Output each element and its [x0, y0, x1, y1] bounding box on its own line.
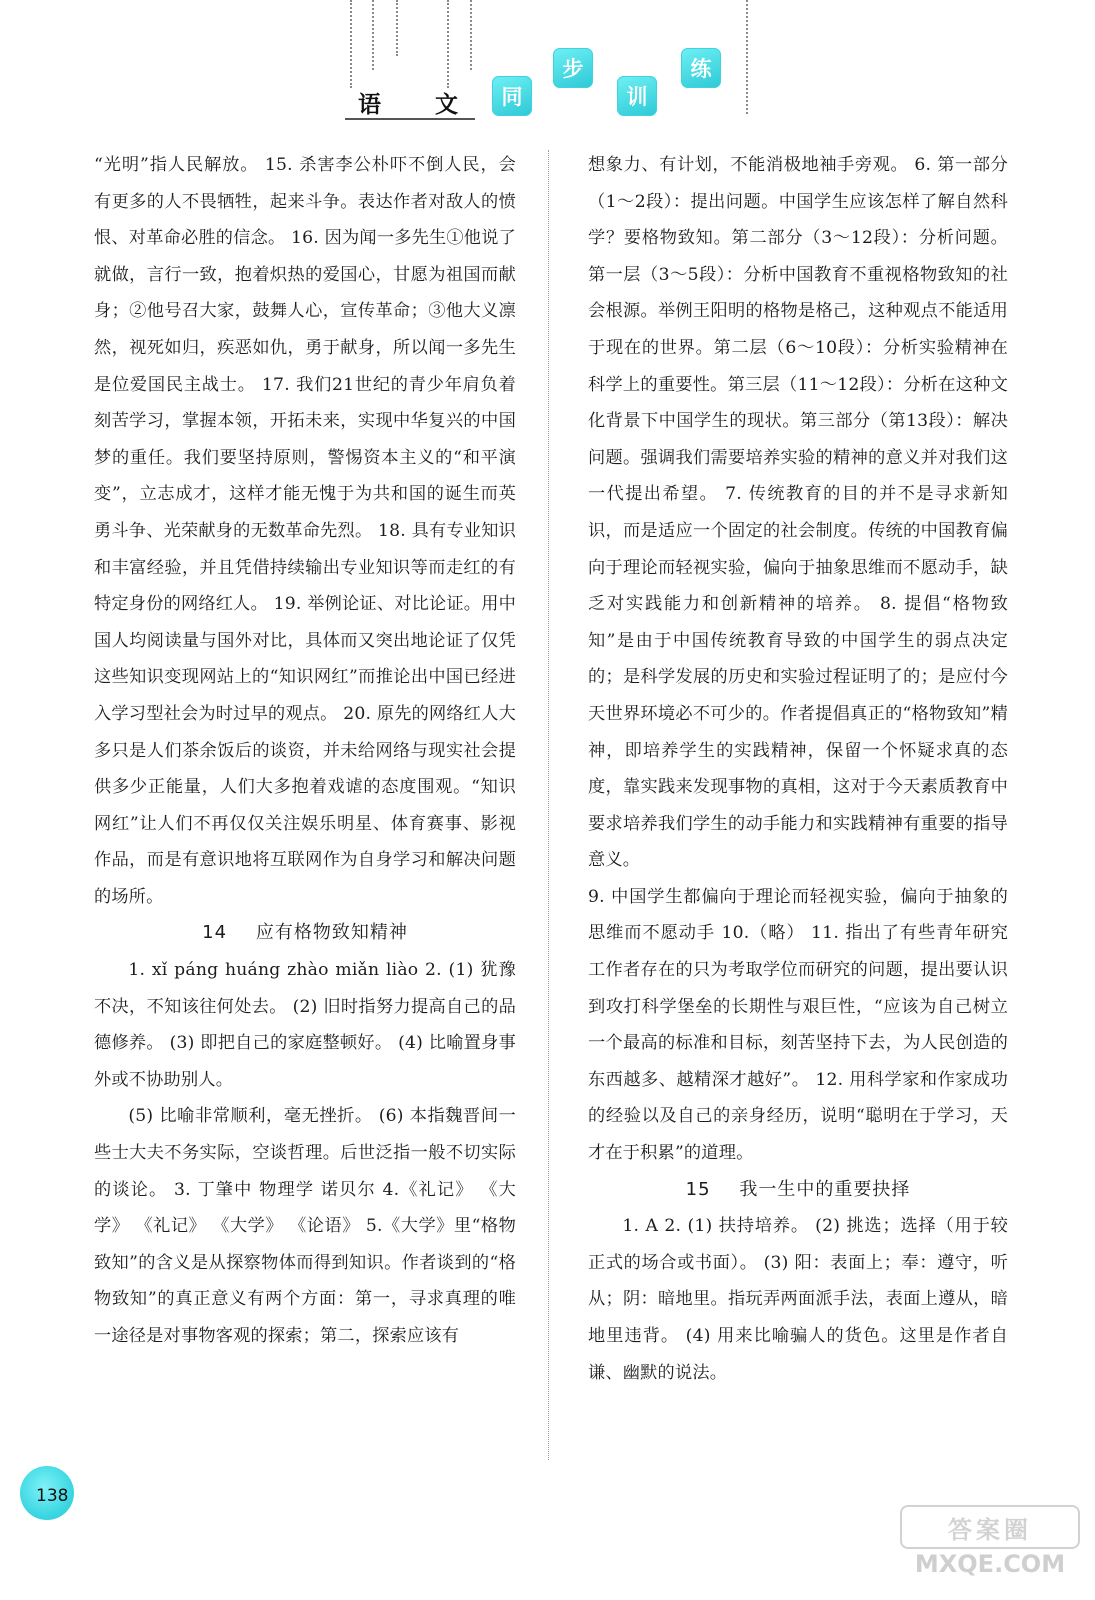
- answer-paragraph: 1. A 2. (1) 扶持培养。 (2) 挑选；选择（用于较正式的场合或书面）。 (3) 阳：表面上；奉：遵守，听从；阴：暗地里。指玩弄两面派手法，表面上遵从，暗地里违背。 (4) 用来比喻骗人的货色。这里是作者自谦、幽默的说法。: [588, 1216, 1008, 1383]
- answer-paragraph: 1. xǐ páng huáng zhào miǎn liào 2. (1) 犹豫不决，不知该往何处去。 (2) 旧时指努力提高自己的品德修养。 (3) 即把自己的家庭整顿好。 (4) 比喻置身事外或不协助别人。: [94, 960, 516, 1090]
- subject-title: [358, 86, 458, 119]
- subject-char: 语: [358, 92, 381, 118]
- header-decoration-line: [396, 0, 398, 56]
- column-divider: [548, 150, 549, 1460]
- answer-paragraph: 想象力、有计划，不能消极地袖手旁观。 6. 第一部分（1～2段）：提出问题。中国学生应该怎样了解自然科学？要格物致知。第二部分（3～12段）：分析问题。第一层（3～5段）：分析中国教育不重视格物致知的社会根源。举例王阳明的格物是格己，这种观点不能适用于现在的世界。第二层（6～10段）：分析实验精神在科学上的重要性。第三层（11～12段）：分析在这种文化背景下中国学生的现状。第三部分（第13段）：解决问题。强调我们需要培养实验的精神的意义并对我们这一代提出希望。 7. 传统教育的目的并不是寻求新知识，而是适应一个固定的社会制度。传统的中国教育偏向于理论而轻视实验，偏向于抽象思维而不愿动手，缺乏对实践能力和创新精神的培养。 8. 提倡“格物致知”是由于中国传统教育导致的中国学生的弱点决定的；是科学发展的历史和实验过程证明了的；是应付今天世界环境必不可少的。作者提倡真正的“格物致知”精神，即培养学生的实践精神，保留一个怀疑求真的态度，靠实践来发现事物的真相，这对于今天素质教育中要求培养我们学生的动手能力和实践精神有重要的指导意义。: [588, 155, 1008, 871]
- section-number: 14: [202, 922, 228, 944]
- answer-paragraph: (5) 比喻非常顺利，毫无挫折。 (6) 本指魏晋间一些士大夫不务实际，空谈哲理。后世泛指一般不切实际的谈论。 3. 丁肇中 物理学 诺贝尔 4.《礼记》 《大学》 《礼记》 《大学》 《论语》 5.《大学》里“格物致知”的含义是从探察物体而得到知识。作者谈到的“格物致知”的真正意义有两个方面：第一，寻求真理的唯一途径是对事物客观的探索；第二，探索应该有: [94, 1106, 516, 1346]
- left-column: [94, 147, 516, 1355]
- section-title: 应有格物致知精神: [255, 922, 408, 944]
- section-heading-14: [94, 915, 516, 952]
- header-decoration-line: [470, 0, 472, 70]
- series-badge-tong: 同: [492, 76, 532, 116]
- header-decoration-line: [372, 0, 374, 70]
- header-decoration-line: [447, 0, 449, 88]
- watermark-logo: 答案圈: [900, 1505, 1080, 1549]
- section-number: 15: [685, 1178, 711, 1200]
- series-badge-bu: 步: [553, 48, 593, 88]
- series-badge-lian: 练: [681, 48, 721, 88]
- section-title: 我一生中的重要抉择: [739, 1178, 911, 1200]
- answer-paragraph: 9. 中国学生都偏向于理论而轻视实验，偏向于抽象的思维而不愿动手 10.（略） 11. 指出了有些青年研究工作者存在的只为考取学位而研究的问题，提出要认识到攻打科学堡垒的长期性与艰巨性，“应该为自己树立一个最高的标准和目标，刻苦坚持下去，为人民创造的东西越多、越精深才越好”。 12. 用科学家和作家成功的经验以及自己的亲身经历，说明“聪明在于学习，天才在于积累”的道理。: [588, 886, 1008, 1164]
- watermark-url: MXQE.COM: [914, 1550, 1066, 1578]
- right-column: [588, 147, 1008, 1391]
- answer-paragraph: “光明”指人民解放。 15. 杀害李公朴吓不倒人民，会有更多的人不畏牺牲，起来斗争。表达作者对敌人的愤恨、对革命必胜的信念。 16. 因为闻一多先生①他说了就做，言行一致，抱着炽热的爱国心，甘愿为祖国而献身；②他号召大家，鼓舞人心，宣传革命；③他大义凛然，视死如归，疾恶如仇，勇于献身，所以闻一多先生是位爱国民主战士。 17. 我们21世纪的青少年肩负着刻苦学习，掌握本领，开拓未来，实现中华复兴的中国梦的重任。我们要坚持原则，警惕资本主义的“和平演变”，立志成才，这样才能无愧于为共和国的诞生而英勇斗争、光荣献身的无数革命先烈。 18. 具有专业知识和丰富经验，并且凭借持续输出专业知识等而走红的有特定身份的网络红人。 19. 举例论证、对比论证。用中国人均阅读量与国外对比，具体而又突出地论证了仅凭这些知识变现网站上的“知识网红”而推论出中国已经进入学习型社会为时过早的观点。 20. 原先的网络红人大多只是人们茶余饭后的谈资，并未给网络与现实社会提供多少正能量，人们大多抱着戏谑的态度围观。“知识网红”让人们不再仅仅关注娱乐明星、体育赛事、影视作品，而是有意识地将互联网作为自身学习和解决问题的场所。: [94, 155, 516, 907]
- subject-char: 文: [435, 92, 458, 118]
- series-badge-xun: 训: [617, 76, 657, 116]
- header-decoration-line: [350, 0, 352, 88]
- header-decoration-line: [746, 0, 748, 114]
- section-heading-15: [588, 1172, 1008, 1209]
- page-number: 138: [36, 1486, 69, 1506]
- subject-underline: [345, 118, 475, 120]
